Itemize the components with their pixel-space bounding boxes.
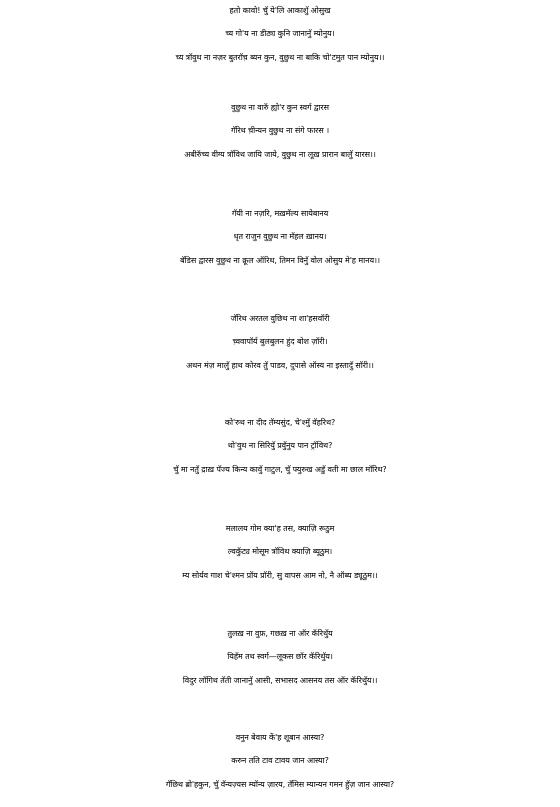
verse-line: बॅडिस द्वारस वुछुथ ना क्रूल ऑरिथ, तिमन विनुॅ वोल ओसुय मे'ह मानय।।	[180, 256, 380, 265]
verse-line: को'रुथ ना दीद तॅम्यसुंद, चे'श्मुॅ वॅहरिथ?	[224, 418, 336, 427]
verse-line: गॅरिथ च़ीन्यन वुछुथ ना संगे फारस ।	[230, 126, 330, 135]
verse-line: विदुर लॉगिथ तॅती जानानुॅ आसी, सभासद आसनय तस ऑर कॅरिथुॅय।।	[182, 676, 378, 685]
verse-line: वनुन बेवाय कें'ह शूबान आस्या?	[235, 733, 325, 742]
verse-line: गॅयी ना नज़रि, मख़मॅल्य सायेबानय	[231, 209, 329, 218]
verse-line: म्य सोर्यव गाश चे'श्मन प्रॉय प्रॉरी, सु वापस आम नो, नै ऑब्य ड्यूठुम।।	[182, 571, 378, 580]
verse-line: गॅछिथ ब्रो'हकुन, चुॅ वॅन्यज़्यस म्यॉन्य ज़ारय, तॅमिस म्यान्यन गमन हुॅज़ जान आस्या?	[165, 780, 395, 789]
verse-line: अथन मंज़ मालुॅ हाथ कोरव तुॅ पाडव, दुपासे ऑस्य ना इस्तादुॅ सॉरी।।	[186, 361, 374, 370]
verse-line: अबीरुॅच्य वीग्य त्रॉविथ जायि जाये, वुछुथ ना लूख़ प्रारान बालुॅ यारस।।	[184, 150, 376, 159]
verse-line: चुॅ मा नतुॅ द्राख़ पॅज्य किन्य कावुॅ गाटुल, चुॅ फ्युरुख अडुॅ वती मा छाल मॉरिथ?	[173, 465, 387, 474]
verse-line: तुलख़ ना वुफ़, गछख़ ना ऑर कॅरिथुॅय	[227, 629, 333, 638]
verse-line: धृत राजुन वुछुथ ना मॅहल ख़ानय।	[233, 232, 327, 241]
verse-line: मलालय गोम क्या'ह तस, क्याज़ि रूठुम	[225, 524, 335, 533]
verse-line: हतो कावो! चुॅ ये'लि आकाशुॅ ओसुख	[229, 6, 331, 15]
verse-line: च्य गो'य ना डीठ्य कुनि जानानुॅ म्योनुय।	[225, 29, 335, 38]
verse-line: यिहॅम तथ स्वर्ग—लूकस छॉर कॅरिथुॅय।	[227, 652, 333, 661]
verse-line: च़्ववापॉर्य बुलबुलन हुंद बोश ज़ॉरी।	[232, 337, 328, 346]
verse-line: ल्वकुॅट्य मोसूम त्रॉविथ क्याज़ि ब्यूठुम।	[227, 547, 333, 556]
verse-line: करुन तति टाव टावय जान आस्या?	[231, 756, 329, 765]
verse-line: च्य त्रॉवुथ ना नज़र बुतरॉच़ ब्यन कुन, वुछुथ ना बाकि चो'टमुत पान म्योनुय।।	[175, 53, 385, 62]
verse-line: जॅरिथ अरतल वुछिथ ना शा'हसवॉरी	[230, 314, 330, 323]
verse-line: थो'वुथ ना सिरियुॅ प्रवुॅनुय पान ट्रॉविथ?	[227, 441, 333, 450]
verse-line: वुछुथ ना वारुॅ ह्यो'र कुन स्वर्ग द्वारस	[231, 103, 329, 112]
